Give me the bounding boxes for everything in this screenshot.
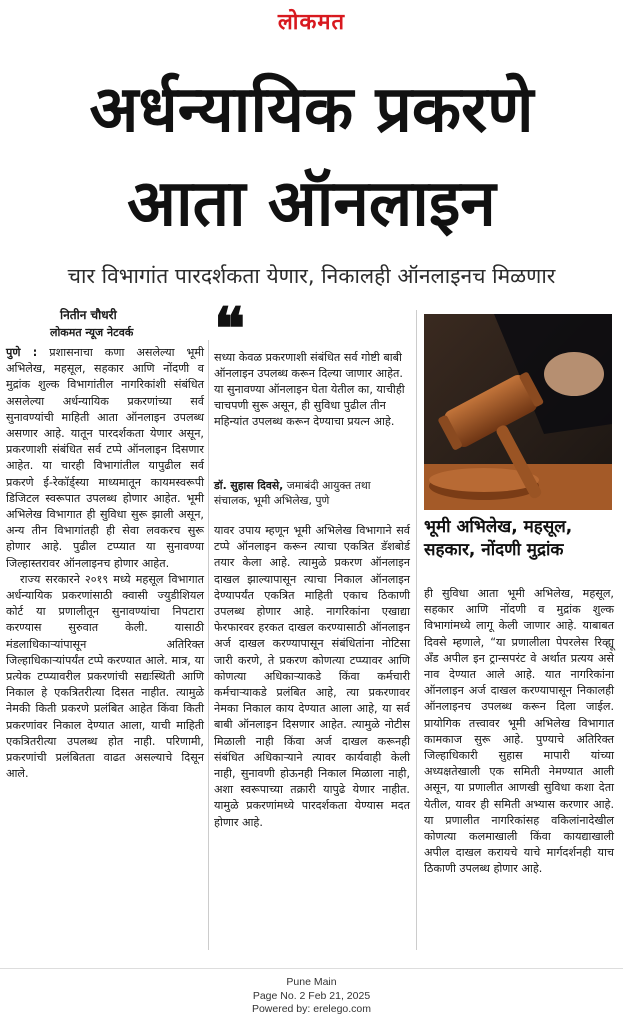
headline-line-1: अर्धन्यायिक प्रकरणे [89,73,534,147]
column-divider [208,340,209,950]
column-divider [416,310,417,950]
pull-quote-attribution [214,478,410,508]
subheadline: चार विभागांत पारदर्शकता येणार, निकालही ऑनलाइनच मिळणार [67,264,556,288]
article-column-1 [6,345,204,782]
quote-speaker-title: जमाबंदी आयुक्त तथा संचालक, भूमी अभिलेख, पुणे [214,479,371,507]
headline-line-2: आता ऑनलाइन [127,167,496,241]
paragraph: राज्य सरकारने २०१९ मध्ये महसूल विभागात अर्धन्यायिक प्रकरणांसाठी क्वासी ज्युडीशियल कोर्ट या प्रणालीतून सुनावण्यांचा निपटारा करण्यास सुरुवात केली. यासाठी मंडलाधिकाऱ्यांपासून अतिरिक्त जिल्हाधिकाऱ्यांपर्यंत टप्पे करण्यात आले. मात्र, या प्रत्येक टप्प्यावरील प्रकरणांची सद्यःस्थिती आणि निकाल हे एकत्रितरीत्या दिसत नाहीत. त्यामुळे नेमकी किती प्रकरणे प्रलंबित आहेत किंवा किती प्रकरणांवर निकाल देण्यात आला, याची माहिती एकत्रितरीत्या उपलब्ध होत नाही. परिणामी, प्रकरणांची प्रलंबितता वाढत असल्याचे दिसून आले. [6,572,204,781]
paragraph [6,345,204,572]
quote-mark-icon: ❝ [214,295,246,363]
paragraph: ही सुविधा आता भूमी अभिलेख, महसूल, सहकार आणि नोंदणी व मुद्रांक शुल्क विभागांमध्ये लागू केली जाणार आहे. याबाबत दिवसे म्हणाले, “या प्रणालीला पेपरलेस रिव्ह्यू अँड अपील इन ट्रान्सपरंट वे अर्थात प्रत्यय असे नाव देण्यात आले आहे. यात नागरिकांना ऑनलाइन अर्ज दाखल करण्यापासून निकालही ऑनलाइनच उपलब्ध करून दिला जाईल. प्रायोगिक तत्त्वावर भूमी अभिलेख विभागात कामकाज सुरू आहे. पुण्याचे अतिरिक्त जिल्हाधिकारी सुहास मापारी यांच्या अध्यक्षतेखाली एक समिती नेमण्यात आली असून, या प्रणालीत आणखी सुविधा कशा देता येतील, यावर ही समिती अभ्यास करणार आहे. या प्रणालीत नागरिकांसह वकिलांनादेखील कोणत्या कलमाखाली किंवा कायद्याखाली अपील दाखल करायचे याचे मार्गदर्शनही याच ठिकाणी उपलब्ध होणार आहे. [424,587,614,876]
footer-powered-by[interactable]: Powered by: erelego.com [251,1003,372,1015]
footer-divider [0,968,623,969]
article-column-2 [214,523,410,831]
quote-speaker-name: डॉ. सुहास दिवसे, [214,479,284,492]
gavel-icon [424,314,612,510]
gavel-photo [424,314,612,510]
sidebar-heading: भूमी अभिलेख, महसूल, सहकार, नोंदणी मुद्रांक [424,517,573,560]
sidebar-body [424,586,614,878]
paragraph: यावर उपाय म्हणून भूमी अभिलेख विभागाने सर्व टप्पे ऑनलाइन करून त्याचा एकत्रित डॅशबोर्ड तयार केला आहे. त्यामुळे प्रकरण ऑनलाइन दाखल झाल्यापासून त्याचा निकाल ऑनलाइन देण्यापर्यंत एकत्रित माहिती एकाच ठिकाणी उपलब्ध होणार आहे. नागरिकांना एखाद्या फेरफारवर हरकत दाखल करण्यासाठी ऑनलाइन अर्ज दाखल करण्यापासून संबंधितांना नोटिसा जारी करणे, ते प्रकरण कोणत्या टप्प्यावर आणि कोणत्या अधिकाऱ्याकडे किंवा कर्मचारी कर्मचाऱ्याकडे प्रलंबित आहे, त्या प्रकरणावर नेमका निकाल काय देण्यात आला आहे, या सर्व बाबी ऑनलाइन दिसणार आहेत. त्यामुळे नोटीस मिळाली नाही किंवा अर्ज दाखल करूनही संबंधित अधिकाऱ्याने त्यावर कार्यवाही केली नाही, सुनावणी होऊनही निकाल मिळाला नाही, अशा स्वरूपाच्या तक्रारी यापुढे येणार नाहीत. यामुळे प्रकरणांमध्ये पारदर्शकता येण्यास मदत होणार आहे. [214,524,410,829]
byline-organization: लोकमत न्यूज नेटवर्क [50,326,134,339]
pull-quote-text: सध्या केवळ प्रकरणाशी संबंधित सर्व गोष्टी बाबी ऑनलाइन उपलब्ध करून दिल्या जाणार आहेत. या सुनावण्या ऑनलाइन घेता येतील का, याचीही चाचपणी सुरू असून, ही सुविधा पुढील तीन महिन्यांत उपलब्ध करून देण्याचा प्रयत्न आहे. [214,351,405,428]
byline-author: नितीन चौधरी [60,308,117,322]
footer-edition: Pune Main [286,976,337,988]
footer-page-date: Page No. 2 Feb 21, 2025 [252,990,371,1002]
dateline: पुणे : [6,346,38,359]
masthead-logo: लोकमत [277,9,346,35]
paragraph-text: प्रशासनाचा कणा असलेल्या भूमी अभिलेख, महसूल, सहकार आणि नोंदणी व मुद्रांक शुल्क विभागांतील नागरिकांशी संबंधित असलेल्या अर्धन्यायिक प्रकरणांच्या सर्व सुनावण्यांची माहिती आता ऑनलाइन उपलब्ध असणार आहे. यातून पारदर्शकता येणार असून, प्रकरणाशी संबंधित सर्व टप्पे ऑनलाइन दिसणार आहेत. या चारही विभागांतील यापुढील सर्व प्रकरणे ई-रेकॉर्ड्स्या माध्यमातून कायमस्वरूपी डिजिटल स्वरूपात उपलब्ध होणार आहेत. भूमी अभिलेख विभागात ही सुविधा सुरू झाली असून, अन्य तीन विभागांतही ही सेवा लवकरच सुरू होणार आहे. पुढील टप्प्यात या सुनावण्या जिल्हास्तरावर ऑनलाइनच होणार आहेत. [6,346,204,570]
